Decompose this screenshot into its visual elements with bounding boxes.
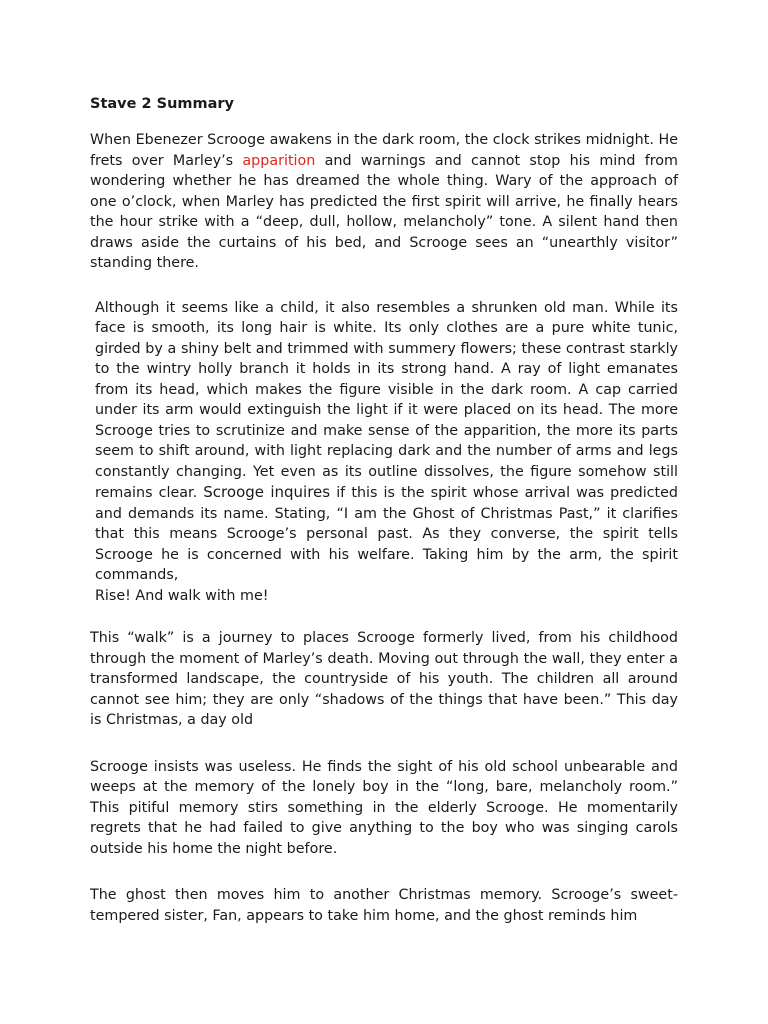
paragraph-4: Scrooge insists was useless. He finds the sight of his old school unbearable and weeps at the memory of the lonely boy in the “long, bare, melancholy room.” This pitiful memory stirs something in the elderly Scrooge. He momentarily regrets that he had failed to give anything to the boy who was singing carols outside his home the night before. <box>90 758 678 857</box>
paragraph-2-last-line: Rise! And walk with me! <box>95 587 269 604</box>
paragraph-2-text-a: Although it seems like a child, it also resembles a shrunken old man. While its face is smooth, its long hair is white. Its only clothes are a pure white tunic, girded by a shiny belt and trimmed with summery flowers; these contrast starkly to the wintry holly branch it holds in its strong hand. A ray of light emanates from its head, which makes the figure visible in the dark room. A cap carried under its arm would extinguish the light if it were placed on its head. The more Scrooge tries to scrutinize and make sense of the apparition, the more its parts seem to shift around, with light replacing dark and the number of arms and legs constantly changing. Yet even as its outline dissolves, the figure somehow still remains clear. <box>95 299 678 501</box>
page-title: Stave 2 Summary <box>90 96 235 112</box>
paragraph-1 <box>90 130 678 274</box>
paragraph-3: This “walk” is a journey to places Scrooge formerly lived, from his childhood through the moment of Marley’s death. Moving out through the wall, they enter a transformed landscape, the countryside of his youth. The children all around cannot see him; they are only “shadows of the things that have been.” This day is Christmas, a day old <box>90 630 678 728</box>
paragraph-1-text-b: and warnings and cannot stop his mind from wondering whether he has dreamed the whole thing. Wary of the approach of one o’clock, when Marley has predicted the first spirit will arrive, he finally hears the hour strike with a “deep, dull, hollow, melancholy” tone. A silent hand then draws aside the curtains of his bed, and Scrooge sees an “unearthly visitor” standing there. <box>90 152 678 271</box>
paragraph-1-text-a: When Ebenezer Scrooge awakens in the dark room, the clock strikes midnight. He frets over Marley’s <box>90 132 678 169</box>
phrase-scrooge-inquires: Scrooge inquires <box>203 483 331 501</box>
highlighted-word-apparition: apparition <box>242 152 316 169</box>
paragraph-2-text-b: if this is the spirit whose arrival was predicted and demands its name. Stating, “I am the Ghost of Christmas Past,” it clarifies that this means Scrooge’s personal past. As they converse, the spirit tells Scrooge he is concerned with his welfare. Taking him by the arm, the spirit commands, <box>95 485 679 583</box>
document-page <box>90 94 678 926</box>
paragraph-2 <box>90 298 678 607</box>
paragraph-5: The ghost then moves him to another Christmas memory. Scrooge’s sweet-tempered sister, Fan, appears to take him home, and the ghost reminds him <box>90 887 678 924</box>
